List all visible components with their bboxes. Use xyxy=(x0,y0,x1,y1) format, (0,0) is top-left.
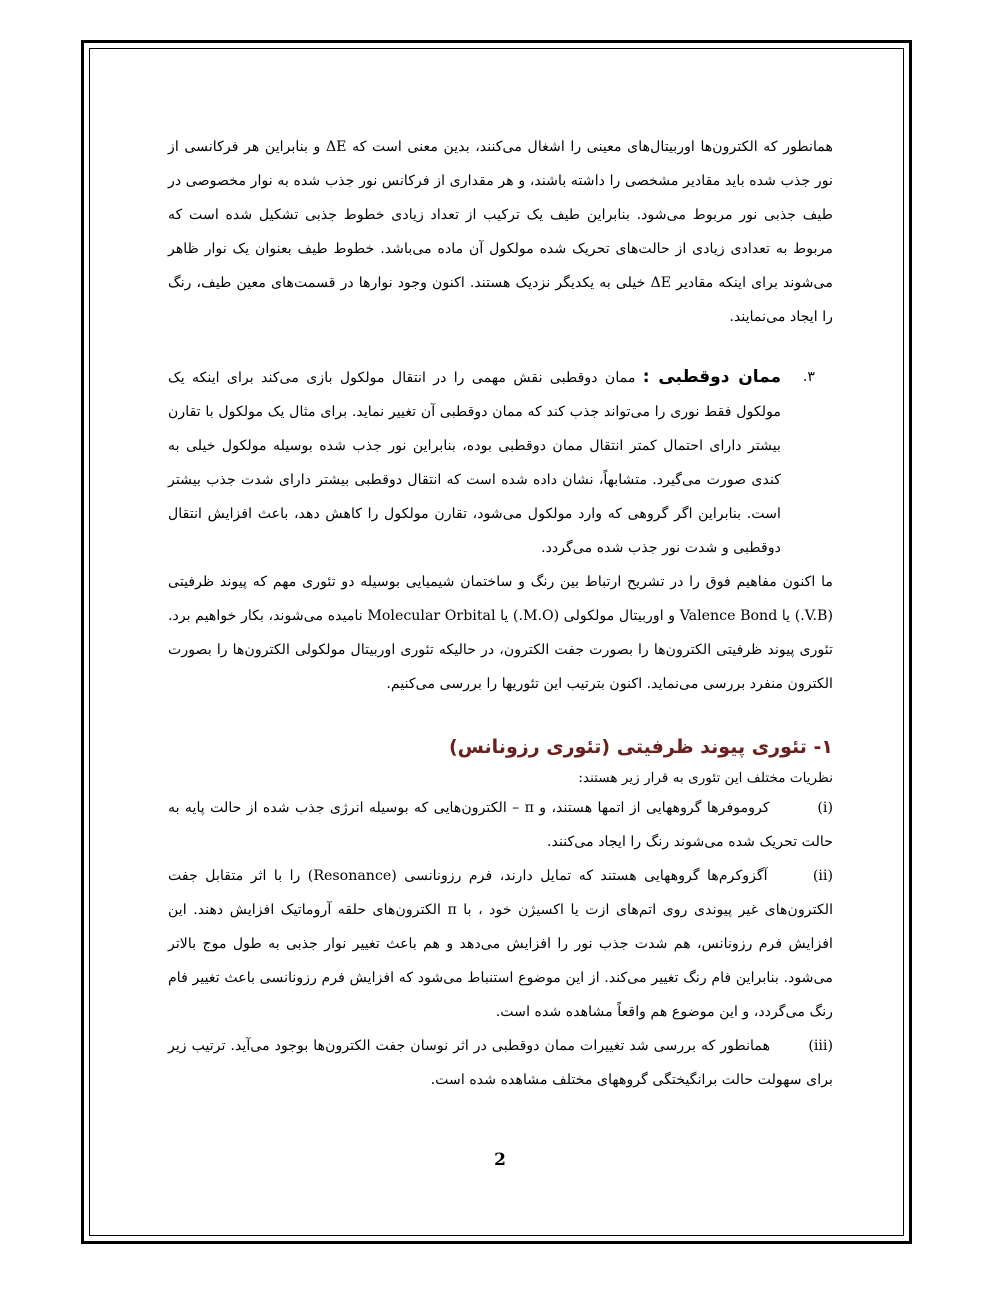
list-item-dipole-moment xyxy=(168,360,833,565)
list-item-number: (iii) xyxy=(808,1038,833,1054)
page-number: 2 xyxy=(494,1150,506,1170)
list-item-text: آگزوکرم‌ها گروههایی هستند که تمایل دارند، فرم رزونانسی (Resonance) را با اثر متقابل جفت الکترون‌های غیر پیوندی روی اتم‌های ازت یا اکسیژن خود ، با π الکترون‌های حلقه آروماتیک افزایش دهند. این افزایش فرم رزونانس، هم شدت جذب نور را افزایش می‌دهد و هم باعث تغییر نوار جذبی به طول موج بالاتر می‌شود. بنابراین فام رنگ تغییر می‌کند. از این موضوع استنباط می‌شود که افزایش فرم رزونانسی باعث تغییر فام رنگ می‌گردد، و این موضوع هم واقعاً مشاهده شده است. xyxy=(168,868,834,1020)
list-item-text: همانطور که بررسی شد تغییرات ممان دوقطبی در اثر نوسان جفت الکترون‌ها بوجود می‌آید. ترتیب زیر برای سهولت حالت برانگیختگی گروههای مختلف مشاهده شده است. xyxy=(168,1038,833,1088)
list-item xyxy=(168,791,833,859)
list-item-text: کروموفرها گروههایی از اتمها هستند، و π – الکترون‌هایی که بوسیله انرژی جذب شده از حالت پایه به حالت تحریک شده می‌شوند رنگ را ایجاد می‌کنند. xyxy=(168,800,833,850)
list-item-term: ممان دوقطبی : xyxy=(642,367,782,387)
list-item-number: (ii) xyxy=(812,868,833,884)
paragraph-spectrum: همانطور که الکترون‌ها اوربیتال‌های معینی را اشغال می‌کنند، بدین معنی است که ΔE و بنابراین هر فرکانسی از نور جذب شده باید مقادیر مشخصی را داشته باشند، و هر مقداری از فرکانس نور جذب شده به نوار مخصوصی در طیف جذبی نور مربوط می‌شود. بنابراین طیف یک ترکیب از تعداد زیادی خطوط جذبی تشکیل شده است که مربوط به تعدادی زیادی از حالت‌های تحریک شده مولکول آن ماده می‌باشد. خطوط طیف بعنوان یک نوار ظاهر می‌شوند برای اینکه مقادیر ΔE خیلی به یکدیگر نزدیک هستند. اکنون وجود نوارها در قسمت‌های معین طیف، رنگ را ایجاد می‌نمایند. xyxy=(168,139,833,325)
paragraph-theories: ما اکنون مفاهیم فوق را در تشریح ارتباط بین رنگ و ساختمان شیمیایی بوسیله دو تئوری مهم که پیوند ظرفیتی (V.B.) یا Valence Bond و اوربیتال مولکولی (M.O.) یا Molecular Orbital نامیده می‌شوند، بکار خواهیم برد. تئوری پیوند ظرفیتی الکترون‌ها را بصورت جفت الکترون، در حالیکه تئوری اوربیتال مولکولی الکترون‌ها را بصورت الکترون منفرد بررسی می‌نماید. اکنون بترتیب این تئوریها را بررسی می‌کنیم. xyxy=(168,574,833,692)
document-body xyxy=(168,130,833,1097)
list-item xyxy=(168,1029,833,1097)
section-heading: ۱- تئوری پیوند ظرفیتی (تئوری رزونانس) xyxy=(449,736,833,758)
list-item-number: ۳. xyxy=(802,369,815,385)
list-item-number: (i) xyxy=(817,800,833,816)
list-item xyxy=(168,859,833,1029)
section-intro: نظریات مختلف این تئوری به قرار زیر هستند: xyxy=(578,770,833,786)
list-item-text: ممان دوقطبی نقش مهمی را در انتقال مولکول بازی می‌کند برای اینکه یک مولکول فقط نوری را می‌تواند جذب کند که ممان دوقطبی آن تغییر نماید. برای مثال یک مولکول با تقارن بیشتر دارای احتمال کمتر انتقال ممان دوقطبی بوده، بنابراین نور جذب شده بوسیله مولکول خیلی به کندی صورت می‌گیرد. متشابهاً، نشان داده شده است که انتقال دوقطبی بیشتر دارای شدت جذب بیشتر است. بنابراین اگر گروهی که وارد مولکول می‌شود، تقارن مولکول را کاهش دهد، باعث افزایش انتقال دوقطبی و شدت نور جذب شده می‌گردد. xyxy=(168,370,781,556)
